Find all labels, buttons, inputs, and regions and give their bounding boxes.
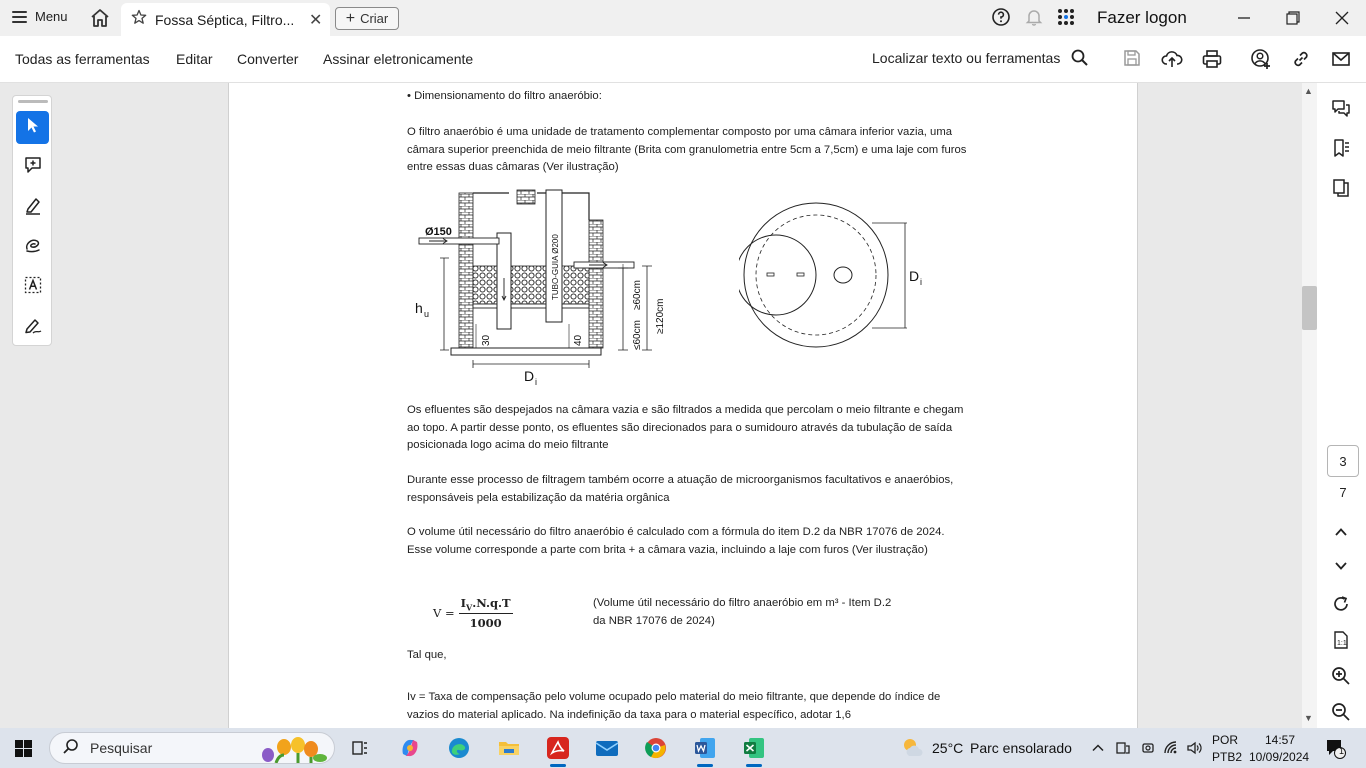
close-window-icon[interactable] (1327, 4, 1357, 32)
weather-description[interactable]: Parc ensolarado (970, 740, 1072, 756)
toolbar-convert[interactable]: Converter (237, 51, 299, 67)
add-comment-tool[interactable] (16, 151, 49, 184)
right-panel-rail (1317, 83, 1366, 728)
highlighter-pen-icon (23, 195, 43, 220)
menu-label: Menu (35, 9, 68, 24)
link-icon[interactable] (1290, 48, 1312, 70)
tal-que-text: Tal que, (407, 649, 447, 661)
paragraph-volume: O volume útil necessário do filtro anaeróbio é calculado com a fórmula do item D.2 da NBR 17076 de 2024. Esse volume corresponde a parte com brita + a câmara vazia, incluindo a laje com furos (Ver ilustração) (407, 526, 945, 556)
volume-icon[interactable] (1184, 734, 1204, 762)
signature-pen-icon (23, 315, 43, 340)
email-icon[interactable] (1330, 48, 1352, 70)
find-tools-label[interactable]: Localizar texto ou ferramentas (872, 50, 1061, 66)
edge-browser-icon[interactable] (445, 734, 473, 762)
excel-app-icon[interactable] (740, 734, 768, 762)
apps-grid-icon[interactable] (1056, 7, 1076, 32)
rail-grip[interactable] (18, 100, 48, 103)
section-heading: • Dimensionamento do filtro anaeróbio: (407, 90, 602, 102)
notification-count: 1 (1339, 746, 1345, 756)
comments-panel-icon[interactable] (1330, 97, 1352, 119)
main-toolbar (0, 36, 1366, 83)
zoom-in-icon[interactable] (1330, 665, 1352, 687)
minimize-icon[interactable] (1229, 4, 1259, 32)
next-page-icon[interactable] (1330, 555, 1352, 577)
formula-numerator (459, 596, 513, 614)
label-guide-tube: TUBO-GUIA Ø200 (551, 234, 560, 300)
menu-button[interactable] (12, 9, 68, 24)
taskbar-search-box[interactable] (49, 732, 335, 764)
title-bar (0, 0, 1366, 36)
plus-icon: + (345, 9, 356, 27)
scroll-thumb[interactable] (1302, 286, 1317, 330)
toolbar-sign[interactable]: Assinar eletronicamente (323, 51, 474, 67)
close-tab-icon[interactable]: ✕ (309, 11, 323, 29)
bell-icon[interactable] (1024, 7, 1044, 32)
tray-device-icon[interactable] (1113, 734, 1133, 762)
home-icon[interactable] (89, 7, 111, 29)
label-dim-30: 30 (481, 334, 492, 346)
file-explorer-icon[interactable] (495, 734, 523, 762)
current-page-field[interactable]: 3 (1327, 445, 1359, 477)
paragraph-flow: Os efluentes são despejados na câmara vazia e são filtrados a medida que percolam o meio filtrante e chegam ao topo. A partir desse ponto, os efluentes são direcionados para o sumidouro através da tubulação de saída posicionada logo acima do meio filtrante (407, 404, 964, 451)
vertical-scrollbar[interactable] (1302, 83, 1317, 728)
hamburger-icon (12, 11, 27, 23)
previous-page-icon[interactable] (1330, 521, 1352, 543)
rotate-icon[interactable] (1330, 593, 1352, 615)
tray-overflow-chevron-icon[interactable] (1089, 734, 1107, 762)
label-di-plan-sub: i (920, 277, 922, 287)
scroll-down-arrow-icon[interactable]: ▼ (1304, 713, 1313, 723)
formula-num-rest: .N.q.T (472, 596, 511, 610)
notification-center-icon[interactable] (1321, 734, 1349, 762)
label-di-section: D (524, 368, 535, 384)
label-dim-le60: ≤60cm (632, 320, 643, 350)
label-di-plan: D (909, 268, 920, 284)
paragraph-microorganisms: Durante esse processo de filtragem também ocorre a atuação de microorganismos facultativos e anaeróbios, responsáveis pela estabilização da matéria orgânica (407, 474, 954, 504)
task-view-icon[interactable] (346, 734, 374, 762)
formula-num-i: I (460, 596, 466, 610)
highlight-tool[interactable] (16, 191, 49, 224)
scroll-up-arrow-icon[interactable]: ▲ (1304, 86, 1313, 96)
document-tab[interactable] (121, 3, 330, 36)
toolbar-all-tools[interactable]: Todas as ferramentas (15, 51, 150, 67)
total-pages: 7 (1339, 485, 1347, 500)
formula-denominator: 1000 (469, 616, 502, 631)
pages-panel-icon[interactable] (1330, 177, 1352, 199)
clock-date[interactable]: 10/09/2024 (1249, 750, 1310, 764)
paragraph-iv-definition: Iv = Taxa de compensação pelo volume ocupado pelo material do meio filtrante, que depende do índice de vazios do material aplicado. Na indefinição da taxa para o material específico, adotar 1,6 (407, 691, 941, 721)
clock-time[interactable]: 14:57 (1265, 733, 1296, 747)
cursor-arrow-icon (25, 116, 41, 139)
formula-lhs: V = (433, 606, 455, 621)
quick-tools-rail (12, 95, 52, 346)
create-label: Criar (360, 11, 389, 26)
volume-formula (433, 596, 513, 630)
tray-camera-icon[interactable] (1138, 734, 1158, 762)
formula-note: (Volume útil necessário do filtro anaeróbio em m³ - Item D.2 da NBR 17076 de 2024) (593, 597, 892, 627)
filter-plan-drawing (739, 201, 939, 351)
share-user-icon[interactable] (1250, 48, 1272, 70)
text-select-tool[interactable] (16, 271, 49, 304)
upload-cloud-icon[interactable] (1161, 48, 1183, 70)
freehand-loop-icon (23, 235, 43, 260)
filter-section-drawing (409, 188, 679, 388)
windows-taskbar (0, 728, 1366, 768)
weather-sun-cloud-icon[interactable] (899, 734, 927, 762)
formula-num-sub: V (466, 602, 473, 613)
label-dim-ge120: ≥120cm (655, 298, 666, 334)
help-icon[interactable] (991, 7, 1011, 32)
save-icon[interactable] (1122, 48, 1144, 70)
search-glass-icon (62, 738, 80, 759)
formula-fraction (459, 596, 513, 630)
language-indicator[interactable]: POR (1212, 733, 1239, 747)
create-button[interactable] (335, 7, 399, 30)
select-tool[interactable] (16, 111, 49, 144)
windows-start-icon[interactable] (15, 740, 32, 757)
actual-size-icon[interactable] (1330, 629, 1352, 651)
word-app-icon[interactable] (691, 734, 719, 762)
draw-tool[interactable] (16, 231, 49, 264)
svg-text:1:1: 1:1 (1337, 640, 1347, 647)
copilot-icon[interactable] (396, 734, 424, 762)
paragraph-intro: O filtro anaeróbio é uma unidade de tratamento complementar composto por uma câmara inferior vazia, uma câmara superior preenchida de meio filtrante (Brita com granulometria entre 5cm a 7,5cm) e uma laje com furos entre essas duas câmaras (Ver ilustração) (407, 126, 967, 173)
acrobat-reader-icon[interactable] (544, 734, 572, 762)
sign-tool[interactable] (16, 311, 49, 344)
label-dim-ge60: ≥60cm (632, 280, 643, 310)
print-icon[interactable] (1201, 48, 1223, 70)
restore-icon[interactable] (1278, 4, 1308, 32)
tab-title: Fossa Séptica, Filtro... (155, 11, 295, 28)
comment-plus-icon (23, 155, 43, 180)
search-placeholder: Pesquisar (90, 740, 153, 756)
sign-in-link[interactable]: Fazer logon (1097, 8, 1187, 27)
wifi-icon[interactable] (1161, 734, 1181, 762)
label-di-section-sub: i (535, 377, 537, 387)
label-hu: h (415, 300, 423, 316)
bookmarks-panel-icon[interactable] (1330, 137, 1352, 159)
zoom-out-icon[interactable] (1330, 701, 1352, 723)
weather-temperature[interactable]: 25°C (932, 740, 964, 756)
mail-app-icon[interactable] (593, 734, 621, 762)
label-pipe-diameter: Ø150 (425, 226, 452, 238)
flowers-highlight-icon (256, 732, 328, 764)
label-dim-40: 40 (573, 334, 584, 346)
search-icon[interactable] (1070, 48, 1092, 70)
label-hu-sub: u (424, 309, 430, 319)
star-icon[interactable] (131, 9, 147, 30)
chrome-browser-icon[interactable] (642, 734, 670, 762)
text-box-icon (23, 275, 43, 300)
keyboard-layout-indicator[interactable]: PTB2 (1212, 750, 1243, 764)
toolbar-edit[interactable]: Editar (176, 51, 213, 67)
pdf-page (228, 83, 1138, 728)
